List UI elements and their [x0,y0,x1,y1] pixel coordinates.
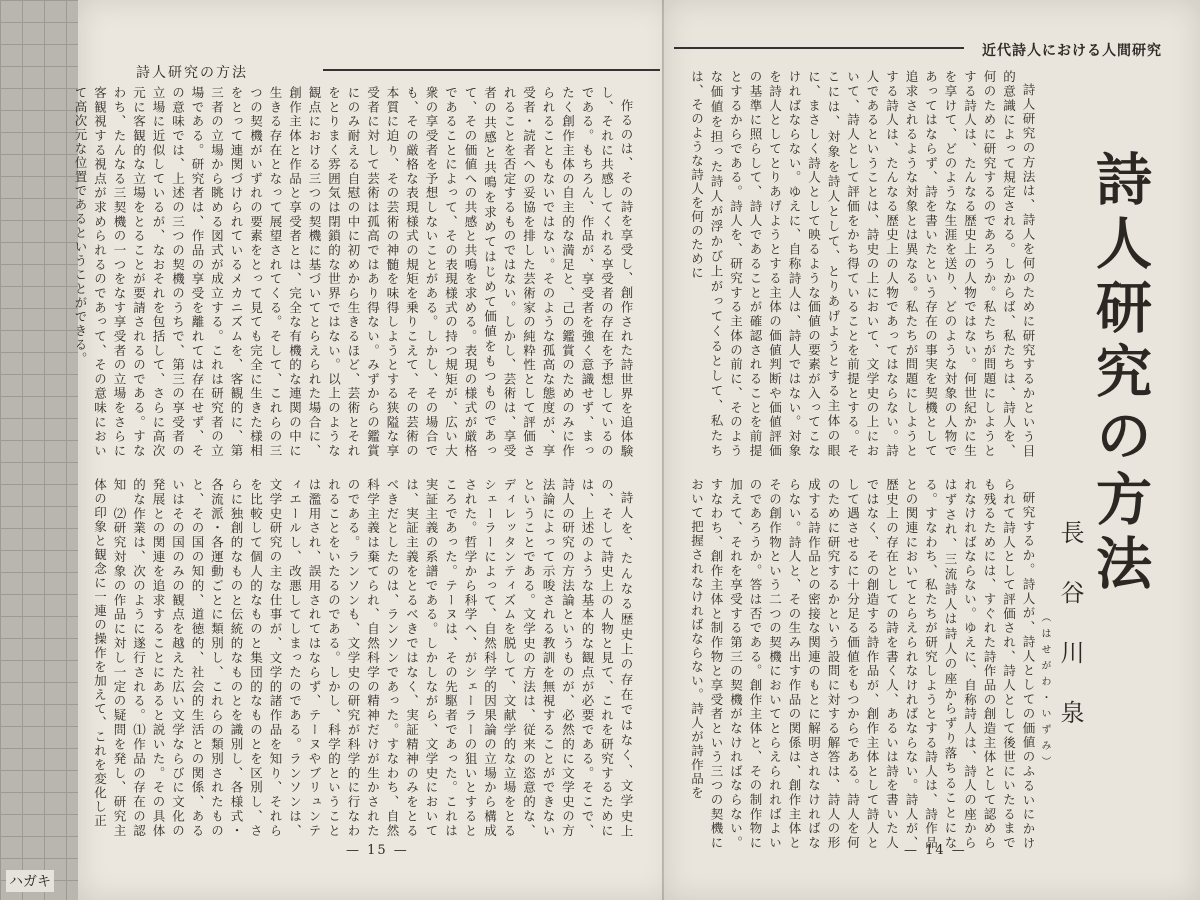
author-name: 長谷川泉 [1056,520,1084,760]
mat-label: ハガキ [6,870,54,892]
left-running-header: 詩人研究の方法 [136,65,248,81]
page-number-14: — 14 — [904,843,967,858]
right-upper-paragraph: 詩人研究の方法は、詩人を何のために研究するかという目的意識によって規定される。しからば、私たちは、詩人を、何のために研究するのであろうか。私たちが問題にしようとする詩人は、たんなる歴史上の人物ではない。何世紀かに生を享けて、どのような生涯を送り、どのような対象の人物であってはならず、詩を書いたという存在の事実を契機として追求されるような対象とは異なる。私たちが問題にしようとする詩人は、たんなる歴史上の人物であってはならない。詩人であるということは、詩史の上において、文学史の上において、詩人として評価をかち得ていることを前提とする。そこには、対象を詩人として、とりあげようとする主体の眼に、まさしく詩人として映るような価値の要素が入ってこなければならない。ゆえに、自称詩人は、詩人ではない。対象を詩人としてとりあげようとする主体の価値判断や価値評価の基準に照らして、詩人であることが確認されることを前提とするからである。詩人を、研究する主体の前に、そのような価値を担った詩人が浮かび上がってくるとして、私たちは、そのような詩人を何のために [689,70,1036,458]
right-page [664,0,1200,900]
left-lower-paragraph: 詩人を、たんなる歴史上の存在ではなく、文学史上の、そして詩史上の人物と見て、これを研究するためには、上述のような基本的な観点が必要である。そこで、詩人の研究の方法論というものが、必然的に文学史の方法論によって示唆される教訓を無視することができないということである。文学史の方法は、従来の恣意的な、ディレッタンティズムを脱して、文献学的な立場をとるシェーラーによって、自然科学的因果論の立場から構成された。哲学から科学へ、がシェーラーの狙いとするところであった。テーヌは、その先駆者であった。これは実証主義の系譜である。しかしながら、文学史においては、実証主義をとるべきではなく、実証精神のみをとるべきだとしたのは、ランソンであった。すなわち、自然科学主義は棄てられ、自然科学の精神だけが生かされたのである。ランソンも、文学史の研究が科学的に行なわれることをいたるのである。しかし、科学的ということは濫用され、誤用されてはならず、テーヌやブリュンティエールし、改悪してしまったのである。ランソンは、文学史研究の主な仕事が、文学的諸作品を知り、それらを比較して個人的なものと集団的なものとを区別し、さらに独創的なものと伝統的なものとを識別し、各様式・各流派・各運動ごとに類別し、これらの類別されたものと、その国の知的、道徳的、社会的生活との関係、あるいはその国のみの観点を越えた広い文学ならびに文化の発展との関連を追求することにあると説いた。その具体的な作業は、次のように遂行される。⑴作品の存在の認知 ⑵研究対象の作品に対し一定の疑問を発し、研究主体の印象と観念に一連の操作を加えて、これを変化し正 [92,478,634,838]
page-number-15: — 15 — [346,843,409,858]
header-rule [674,47,964,49]
left-upper-paragraph: 作るのは、その詩を享受し、創作された詩世界を追体験し、それに共感してくれる享受者の存在を予想しているのである。もちろん、作品が、享受者を強く意識せず、まったく創作主体の自主的な満足と、己の鑑賞のためのみに作られることもないではない。そのような孤高な態度が、享受者・読者への妥協を排した芸術家の純粋性として評価されることを否定するものではない。しかし、芸術は、享受者の共感と共鳴を求めてはじめて価値をもつものであって、その価値への共感と共鳴を求める。表現の様式が厳格であることによって、その表現様式の持つ規矩が、広い大衆の享受者を予想しないことがある。しかし、その場合でも、その厳格な表現様式の規矩を乗りこえて、その芸術の本質に迫り、その芸術の神髄を味得しようとする狭隘な享受者に対して芸術は孤高ではあり得ない。みずからの鑑賞にのみ耐える自慰の中に初めから生きるほど、芸術とそれをとりまく雰囲気は閉鎖的な世界ではない。以上のような観点における三つの契機に基づいてとらえられた場合に、創作主体と作品と享受者とは、完全な有機的な連関の中に生きる存在となって展望されてくる。そして、これらの三つの契機がいずれの要素をとって見ても完全に生きた様相をとって連関づけられているメカニズムを、客観的に、第三者の立場から眺める図式が成立する。これは研究者の立場である。研究者は、作品の享受を離れては存在せず、その意味では、上述の三つの契機のうちで、第三の享受者の立場に近似しているが、なおそれを包括して、さらに高次元に客観的な立場をとることが要請されるのである。すなわち、たんなる三契機の一つをなす享受者の立場をさらに客観視する視点が求められるのであって、その意味において高次元な位置であるということができる。 [73,86,634,459]
left-lower-text [92,478,636,838]
left-page [73,0,674,900]
right-upper-text [689,70,1038,458]
author-reading: （はせがわ・いずみ） [1039,612,1050,772]
header-rule [323,69,660,71]
right-lower-paragraph: 研究するか。詩人が、詩人としての価値のふるいにかけられて詩人として評価され、詩人として後世にいたるまでも残るためには、すぐれた詩作品の創造主体として認められなければならない。ゆえに、自称詩人は、詩人の座からはずされ、三流詩人は詩人の座からずり落ちることになる。すなわち、私たちが研究しようとする詩人は、詩作品との関連においてとらえられなければならない。詩人が、歴史上の存在としての詩を書く人、あるいは詩を書いた人ではなく、その創造する詩作品が、創作主体として詩人として遇させるに十分足る価値をもつからである。詩人を何のために研究するかという設問に対する解答は、詩人の形成する詩作品との密接な関連のもとに解明されなければならない。詩人と、その生み出す作品の関係は、創作主体とその創作物という二つの契機においてとらえられればよいのであろうか。答は否である。創作主体と、その制作物に加えて、それを享受する第三の契機がなければならない。すなわち、創作主体と制作物と享受者という三つの契機において把握されなければならない。詩人が詩作品を [689,478,1036,851]
grid-mat [0,0,80,900]
article-title: 詩人研究の方法 [1087,150,1153,598]
left-upper-text [73,86,636,459]
right-running-header: 近代詩人における人間研究 [982,43,1162,59]
